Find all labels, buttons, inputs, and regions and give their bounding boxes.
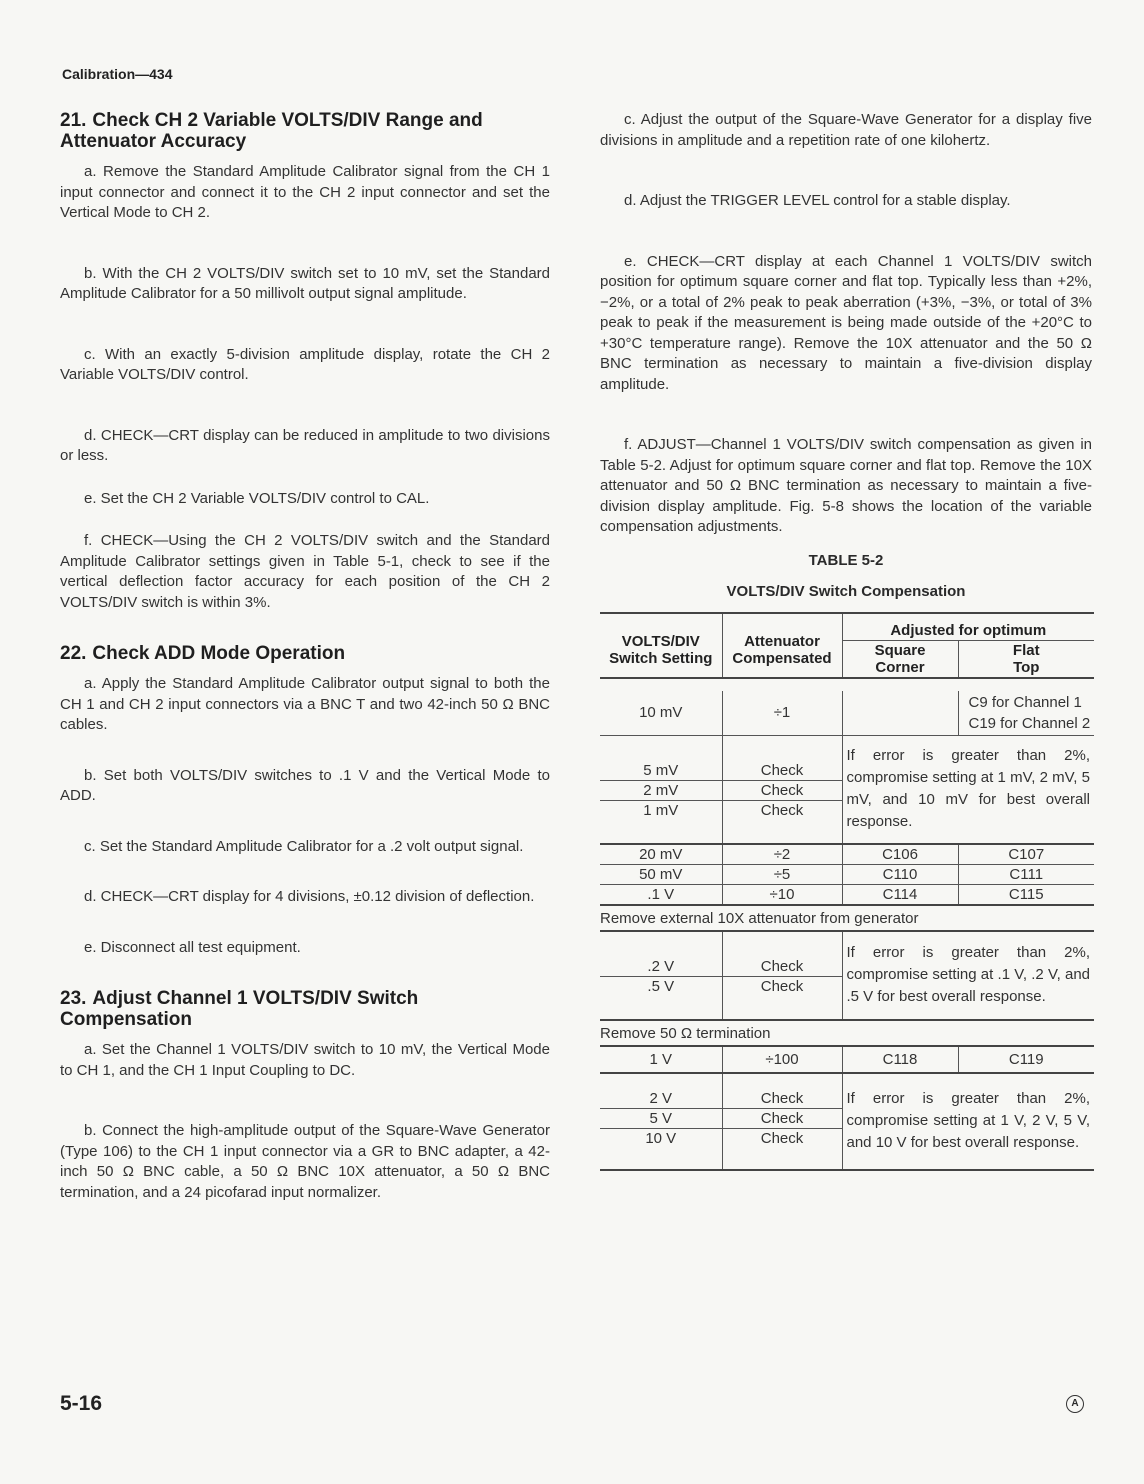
s22-step-c: c. Set the Standard Amplitude Calibrator for a .2 volt output signal. [84, 837, 524, 855]
table-row: 10 V Check [600, 1128, 1094, 1170]
header-attenuator: Attenuator Compensated [722, 613, 842, 678]
section-22-heading [60, 643, 550, 664]
s23-step-c: c. Adjust the output of the Square-Wave Generator for a display five divisions in amplitude and a repetition rate of one kilohertz. [600, 111, 1092, 149]
s21-step-f: f. CHECK—Using the CH 2 VOLTS/DIV switch and the Standard Amplitude Calibrator settings given in Table 5-1, check to see if the vertical deflection factor accuracy for each position of the CH 2 VOLTS/DIV switch is within 3%. [60, 532, 550, 611]
s22-step-a: a. Apply the Standard Amplitude Calibrator output signal to both the CH 1 and CH 2 input connectors via a BNC T and two 42-inch 50 Ω BNC cables. [60, 675, 550, 733]
table-row: 2 mV Check [600, 780, 1094, 800]
table-row: 1 mV Check [600, 800, 1094, 844]
group3-response: If error is greater than 2%, compromise setting at .1 V, .2 V, and .5 V for best overall response. [842, 931, 1094, 1020]
group4-response: If error is greater than 2%, compromise setting at 1 V, 2 V, 5 V, and 10 V for best overall response. [842, 1073, 1094, 1170]
table-note-attenuator: Remove external 10X attenuator from generator [600, 905, 1094, 931]
s22-step-d: d. CHECK—CRT display for 4 divisions, ±0.12 division of deflection. [84, 888, 535, 905]
header-square-corner: Square Corner [842, 640, 958, 678]
section-21-title: Check CH 2 Variable VOLTS/DIV Range and Attenuator Accuracy [60, 110, 483, 152]
section-23-number: 23. [60, 988, 87, 1009]
section-21-heading [60, 110, 550, 152]
s23-step-f: f. ADJUST—Channel 1 VOLTS/DIV switch compensation as given in Table 5-2. Adjust for optimum square corner and flat top. Remove the 10X attenuator and 50 Ω BNC termination as necessary to maintain a five-division display amplitude. Fig. 5-8 shows the location of the variable compensation adjustments. [600, 436, 1092, 535]
group1-response: If error is greater than 2%, compromise setting at 1 mV, 2 mV, 5 mV, and 10 mV for best overall response. [842, 735, 1094, 844]
header-switch-setting: VOLTS/DIV Switch Setting [600, 613, 722, 678]
header-flat-top: Flat Top [958, 640, 1094, 678]
s23-step-d: d. Adjust the TRIGGER LEVEL control for a stable display. [624, 192, 1011, 209]
table-row: 5 mV Check If error is greater than 2%, compromise setting at 1 mV, 2 mV, 5 mV, and 10 mV for best overall response. [600, 735, 1094, 780]
table-row: 1 V ÷100 C118 C119 [600, 1046, 1094, 1073]
section-21-number: 21. [60, 110, 87, 131]
section-23-heading [60, 988, 550, 1030]
table-row: .5 V Check [600, 976, 1094, 1020]
s23-step-e: e. CHECK—CRT display at each Channel 1 VOLTS/DIV switch position for optimum square corner and flat top. Typically less than +2%, −2%, or a total of 2% peak to peak aberration (+3%, −3%, or total of 3% peak to peak if the measurement is being made outside of the +20°C to +30°C temperature range). Remove the 10X attenuator and the 50 Ω BNC termination as necessary to maintain a five-division display amplitude. [600, 252, 1092, 393]
table-header-row [600, 613, 1094, 641]
table-row: 10 mV ÷1 C9 for Channel 1 C19 for Channel 2 [600, 691, 1094, 736]
s21-step-d: d. CHECK—CRT display can be reduced in amplitude to two divisions or less. [60, 426, 550, 464]
section-22-number: 22. [60, 643, 87, 664]
table-row: 2 V Check If error is greater than 2%, compromise setting at 1 V, 2 V, 5 V, and 10 V for best overall response. [600, 1073, 1094, 1109]
s21-step-e: e. Set the CH 2 Variable VOLTS/DIV control to CAL. [84, 489, 430, 507]
section-23-title: Adjust Channel 1 VOLTS/DIV Switch Compensation [60, 988, 419, 1030]
revision-mark-icon: A [1066, 1395, 1084, 1413]
table-subtitle: VOLTS/DIV Switch Compensation [726, 582, 966, 600]
s21-step-c: c. With an exactly 5-division amplitude display, rotate the CH 2 Variable VOLTS/DIV control. [60, 345, 550, 383]
s22-step-e: e. Disconnect all test equipment. [84, 938, 301, 956]
header-adjusted: Adjusted for optimum [842, 613, 1094, 641]
s23-step-b: b. Connect the high-amplitude output of the Square-Wave Generator (Type 106) to the CH 1 input connector via a GR to BNC adapter, a 42-inch 50 Ω BNC cable, a 50 Ω BNC 10X attenuator, a 50 Ω BNC termination, and a 24 picofarad input normalizer. [60, 1122, 550, 1201]
table-row: .1 V ÷10 C114 C115 [600, 884, 1094, 905]
table-row: 50 mV ÷5 C110 C111 [600, 864, 1094, 884]
table-row: .2 V Check If error is greater than 2%, compromise setting at .1 V, .2 V, and .5 V for best overall response. [600, 931, 1094, 977]
table-note-termination: Remove 50 Ω termination [600, 1020, 1094, 1046]
s21-step-a: a. Remove the Standard Amplitude Calibrator signal from the CH 1 input connector and connect it to the CH 2 input connector and set the Vertical Mode to CH 2. [60, 163, 550, 221]
compensation-table [600, 612, 1094, 1171]
page-header: Calibration—434 [62, 66, 173, 82]
table-row: 20 mV ÷2 C106 C107 [600, 844, 1094, 865]
page-number: 5-16 [60, 1392, 103, 1415]
s23-step-a: a. Set the Channel 1 VOLTS/DIV switch to 10 mV, the Vertical Mode to CH 1, and the CH 1 Input Coupling to DC. [60, 1041, 550, 1079]
table-title: TABLE 5-2 [808, 551, 884, 569]
left-column [60, 110, 550, 1203]
section-22-title: Check ADD Mode Operation [92, 643, 346, 664]
table-row: 5 V Check [600, 1108, 1094, 1128]
s22-step-b: b. Set both VOLTS/DIV switches to .1 V and the Vertical Mode to ADD. [60, 766, 550, 804]
s21-step-b: b. With the CH 2 VOLTS/DIV switch set to 10 mV, set the Standard Amplitude Calibrator for a 50 millivolt output signal amplitude. [60, 264, 550, 302]
right-column [600, 110, 1092, 1171]
